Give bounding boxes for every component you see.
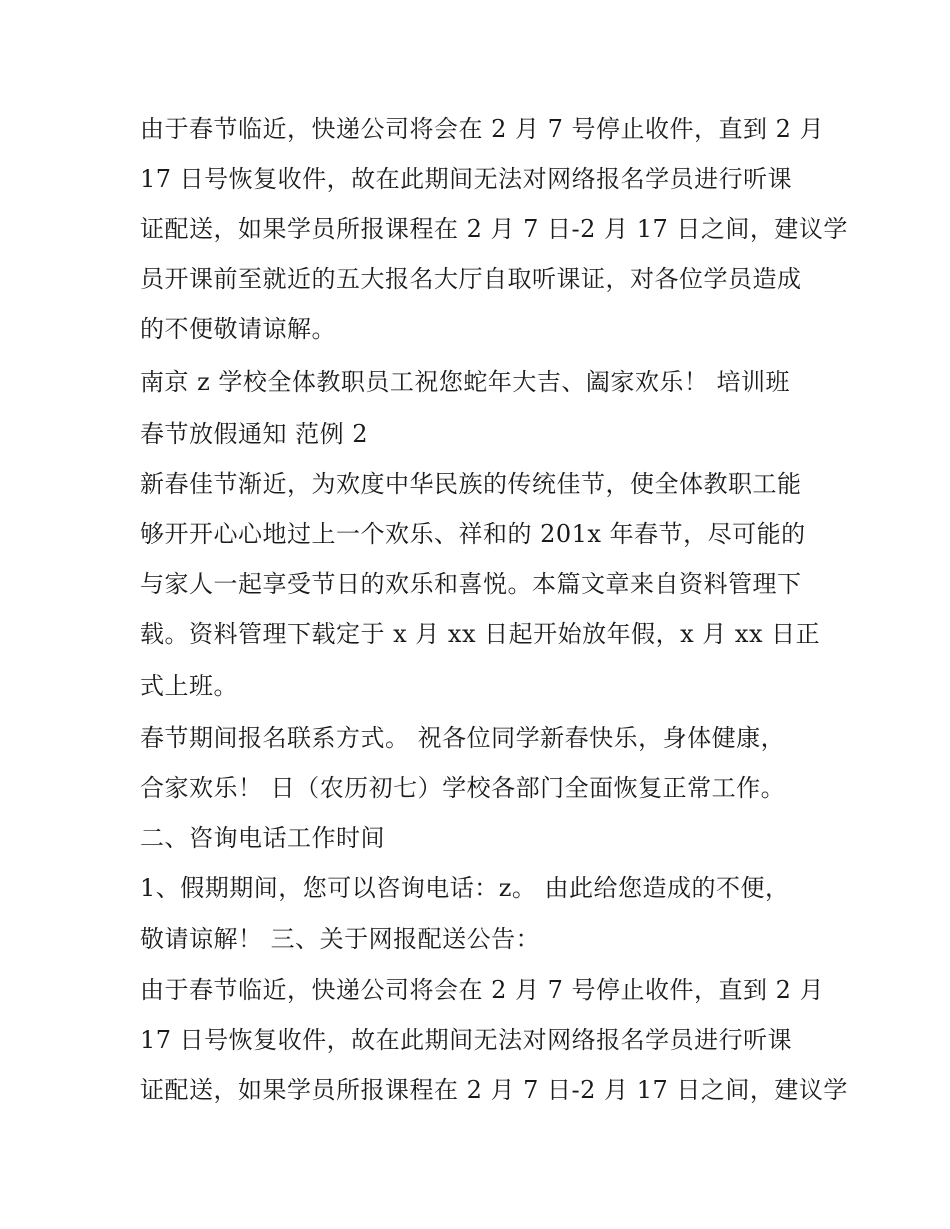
text-line-15: 二、咨询电话工作时间: [140, 824, 385, 852]
text-line-12: 式上班。: [140, 672, 238, 700]
text-line-7: 春节放假通知 范例 2: [140, 420, 369, 448]
text-line-3: 证配送，如果学员所报课程在 2 月 7 日-2 月 17 日之间，建议学: [140, 215, 848, 243]
text-line-17: 敬请谅解！ 三、关于网报配送公告：: [140, 925, 541, 953]
text-line-19: 17 日号恢复收件，故在此期间无法对网络报名学员进行听课: [140, 1026, 793, 1054]
text-line-20: 证配送，如果学员所报课程在 2 月 7 日-2 月 17 日之间，建议学: [140, 1076, 848, 1104]
text-line-1: 由于春节临近，快递公司将会在 2 月 7 号停止收件，直到 2 月: [140, 115, 825, 143]
text-line-18: 由于春节临近，快递公司将会在 2 月 7 号停止收件，直到 2 月: [140, 976, 825, 1004]
text-line-4: 员开课前至就近的五大报名大厅自取听课证，对各位学员造成: [140, 265, 802, 293]
text-line-13: 春节期间报名联系方式。 祝各位同学新春快乐，身体健康，: [140, 724, 786, 752]
text-line-2: 17 日号恢复收件，故在此期间无法对网络报名学员进行听课: [140, 165, 793, 193]
text-line-14: 合家欢乐！ 日（农历初七）学校各部门全面恢复正常工作。: [140, 774, 786, 802]
text-line-8: 新春佳节渐近，为欢度中华民族的传统佳节，使全体教职工能: [140, 470, 802, 498]
text-line-16: 1、假期期间，您可以咨询电话：z。 由此给您造成的不便，: [140, 874, 790, 902]
text-line-6: 南京 z 学校全体教职员工祝您蛇年大吉、阖家欢乐！ 培训班: [140, 368, 791, 396]
text-line-10: 与家人一起享受节日的欢乐和喜悦。本篇文章来自资料管理下: [140, 570, 802, 598]
text-line-5: 的不便敬请谅解。: [140, 315, 336, 343]
text-line-9: 够开开心心地过上一个欢乐、祥和的 201x 年春节，尽可能的: [140, 520, 806, 548]
text-line-11: 载。资料管理下载定于 x 月 xx 日起开始放年假，x 月 xx 日正: [140, 620, 821, 648]
